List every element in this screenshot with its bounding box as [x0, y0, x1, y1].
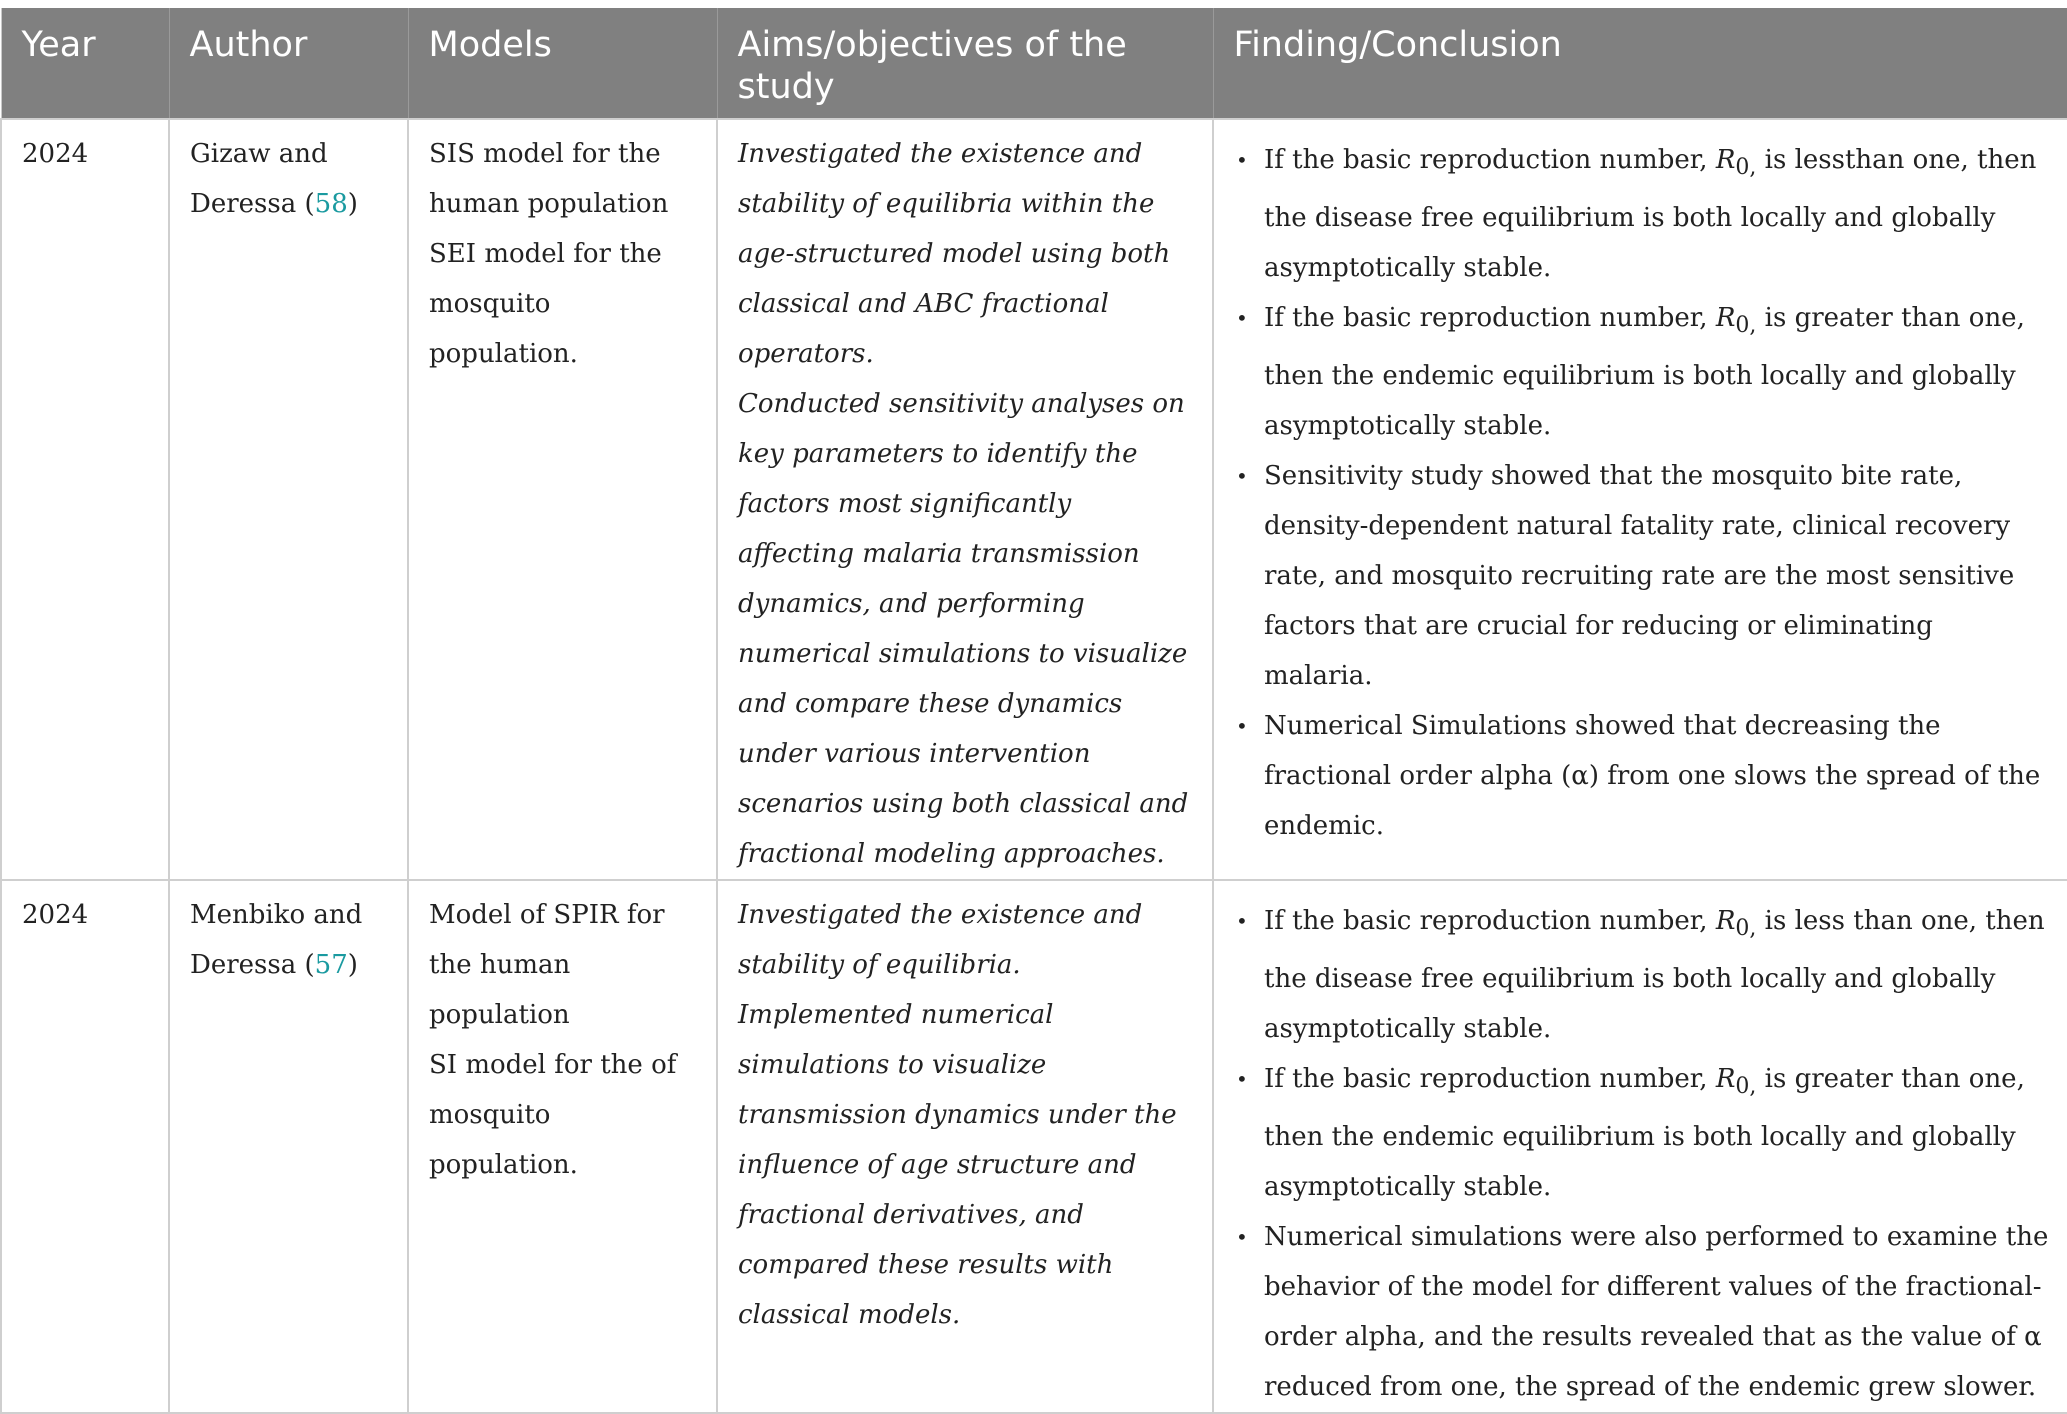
bullet-icon: •: [1236, 148, 1248, 172]
citation-link[interactable]: 57: [314, 950, 348, 980]
header-year: Year: [1, 8, 169, 119]
r0-symbol: $R_{0,}$: [1715, 303, 1757, 338]
r0-symbol: $R_{0,}$: [1715, 1064, 1757, 1099]
r0-symbol: $R_{0,}$: [1715, 145, 1757, 180]
header-aims: Aims/objectives of the study: [717, 8, 1213, 119]
header-author: Author: [169, 8, 408, 119]
finding-item: • If the basic reproduction number, $R_{0,}$ is lessthan one, then the disease free equilibrium is both locally and globally asymptotically stable.: [1264, 135, 2049, 293]
finding-item: • If the basic reproduction number, $R_{0,}$ is greater than one, then the endemic equilibrium is both locally and globally asymptotically stable.: [1264, 293, 2049, 451]
author-close: ): [347, 189, 358, 219]
r0-symbol: $R_{0,}$: [1715, 906, 1757, 941]
header-models: Models: [408, 8, 717, 119]
header-finding: Finding/Conclusion: [1213, 8, 2067, 119]
aim-line: Investigated the existence and stability of equilibria.: [738, 900, 1143, 980]
cell-findings: [1213, 880, 2067, 1413]
finding-item: • Numerical Simulations showed that decreasing the fractional order alpha (α) from one slows the spread of the endemic.: [1264, 701, 2049, 851]
findings-list: [1234, 896, 2049, 1412]
bullet-icon: •: [1236, 909, 1248, 933]
model-line: SIS model for the human population: [429, 139, 669, 219]
table-header: [1, 8, 2067, 119]
bullet-icon: •: [1236, 1067, 1248, 1091]
author-text: Menbiko and Deressa (: [190, 900, 363, 980]
finding-item: • Sensitivity study showed that the mosquito bite rate, density-dependent natural fatality rate, clinical recovery rate, and mosquito recruiting rate are the most sensitive factors that are crucial for reducing or eliminating malaria.: [1264, 451, 2049, 701]
bullet-icon: •: [1236, 1225, 1248, 1249]
cell-author: [169, 880, 408, 1413]
model-line: SEI model for the mosquito population.: [429, 239, 662, 369]
author-text: Gizaw and Deressa (: [190, 139, 328, 219]
aim-line: Investigated the existence and stability of equilibria within the age-structured model using both classical and ABC fractional operators.: [738, 139, 1171, 369]
bullet-icon: •: [1236, 464, 1248, 488]
table-row: [1, 880, 2067, 1413]
cell-aims: [717, 880, 1213, 1413]
finding-item: • Numerical simulations were also performed to examine the behavior of the model for different values of the fractional-order alpha, and the results revealed that as the value of α reduced from one, the spread of the endemic grew slower.: [1264, 1212, 2049, 1412]
bullet-icon: •: [1236, 306, 1248, 330]
cell-aims: [717, 119, 1213, 880]
table-row: [1, 119, 2067, 880]
cell-findings: [1213, 119, 2067, 880]
aim-line: Implemented numerical simulations to visualize transmission dynamics under the influence of age structure and fractional derivatives, and compared these results with classical models.: [738, 1000, 1177, 1330]
cell-year: 2024: [1, 880, 169, 1413]
literature-review-table: [0, 8, 2067, 1414]
bullet-icon: •: [1236, 714, 1248, 738]
findings-list: [1234, 135, 2049, 851]
header-row: [1, 8, 2067, 119]
cell-models: [408, 880, 717, 1413]
finding-item: • If the basic reproduction number, $R_{0,}$ is less than one, then the disease free equilibrium is both locally and globally asymptotically stable.: [1264, 896, 2049, 1054]
cell-author: [169, 119, 408, 880]
author-close: ): [347, 950, 358, 980]
cell-models: [408, 119, 717, 880]
model-line: SI model for the of mosquito population.: [429, 1050, 677, 1180]
finding-item: • If the basic reproduction number, $R_{0,}$ is greater than one, then the endemic equilibrium is both locally and globally asymptotically stable.: [1264, 1054, 2049, 1212]
aim-line: Conducted sensitivity analyses on key parameters to identify the factors most significantly affecting malaria transmission dynamics, and performing numerical simulations to visualize and compare these dynamics under various intervention scenarios using both classical and fractional modeling approaches.: [738, 389, 1189, 869]
model-line: Model of SPIR for the human population: [429, 900, 665, 1030]
citation-link[interactable]: 58: [314, 189, 348, 219]
cell-year: 2024: [1, 119, 169, 880]
table-body: [1, 119, 2067, 1413]
